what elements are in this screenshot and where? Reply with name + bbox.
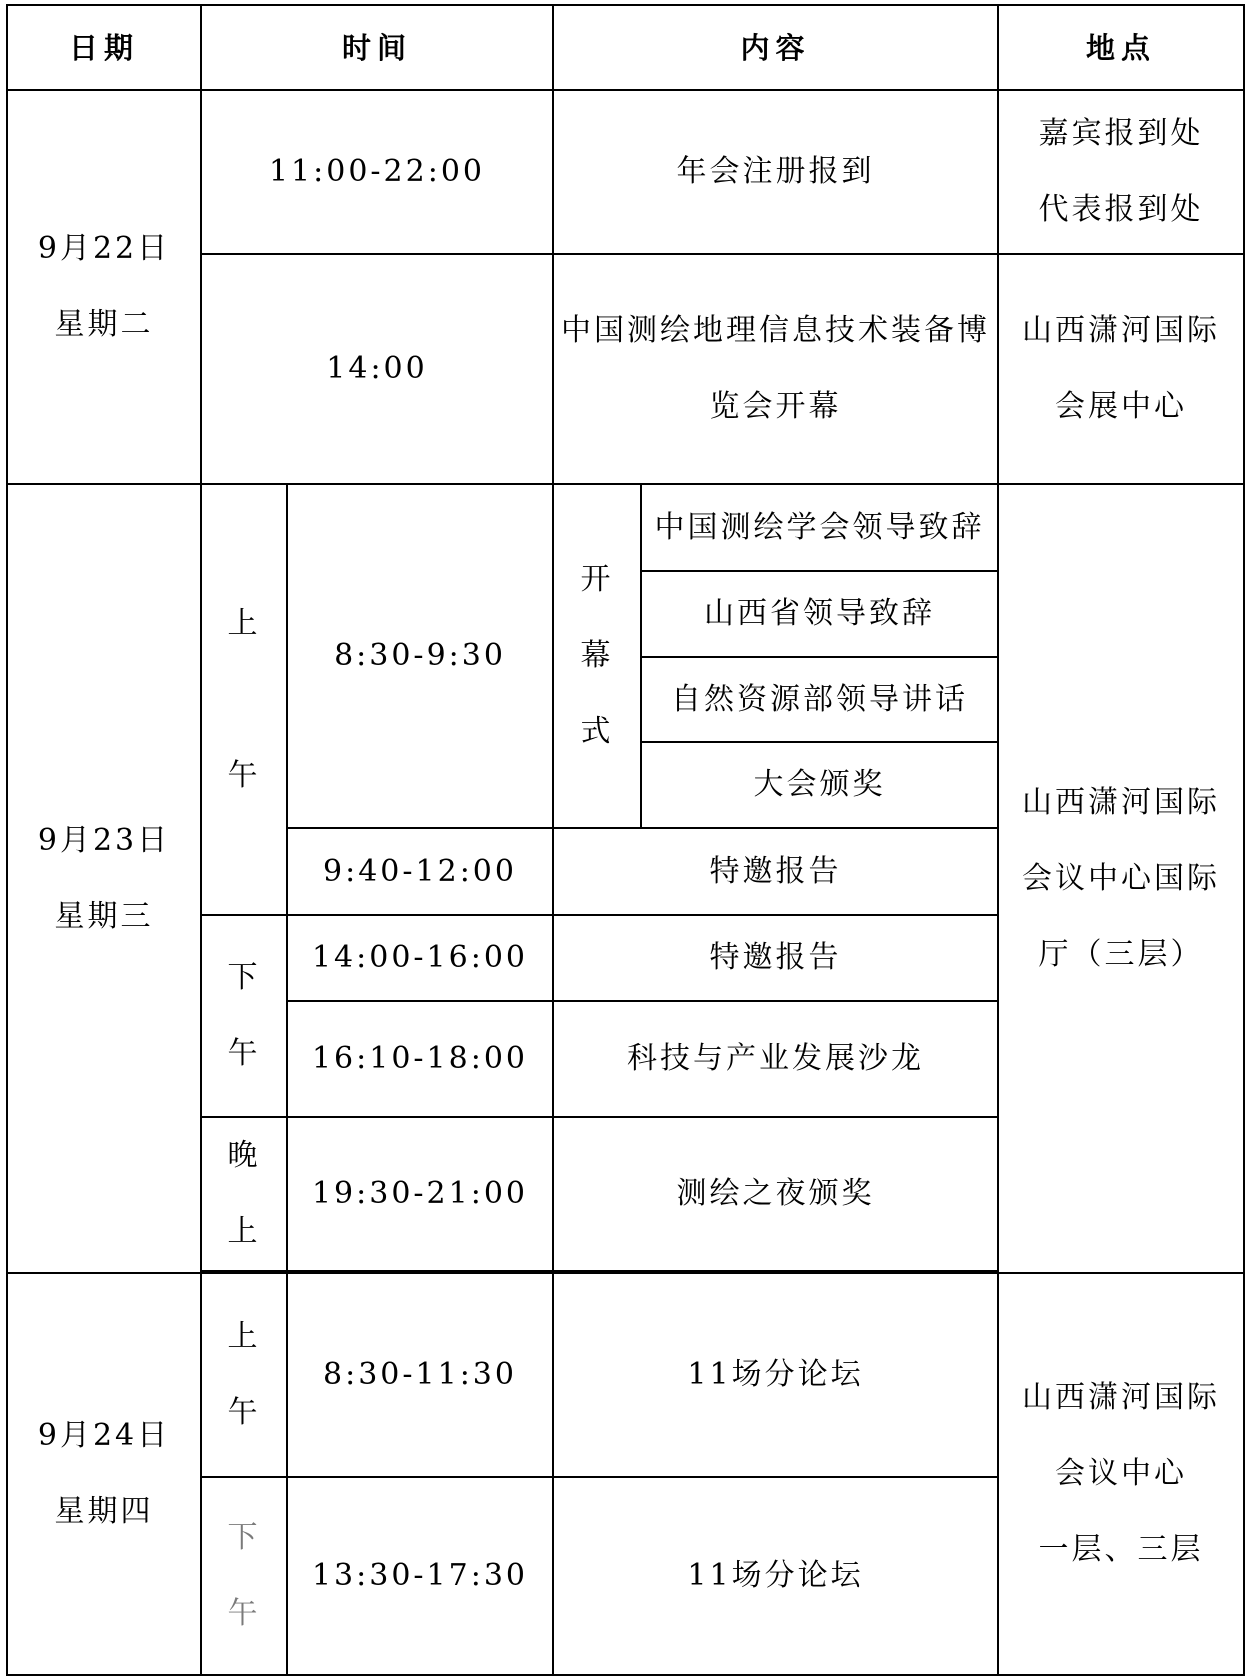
day2-row-time: 16:10-18:00: [287, 1001, 553, 1117]
day2-date-cell: [7, 484, 201, 1273]
table-row: [7, 484, 1244, 571]
location-line: 山西潇河国际: [1022, 313, 1220, 348]
day2-row-time: 19:30-21:00: [287, 1117, 553, 1271]
opening-item: 山西省领导致辞: [641, 571, 998, 657]
opening-char: 幕: [580, 638, 614, 673]
day2-morning-label: [201, 484, 287, 915]
day2-row-content: 测绘之夜颁奖: [553, 1117, 998, 1271]
day1-row2-location: [998, 254, 1244, 484]
period-char: 午: [227, 1395, 261, 1430]
day2-weekday: 星期三: [54, 898, 154, 934]
day2-opening-time: 8:30-9:30: [287, 484, 553, 828]
day2-evening-label: [201, 1117, 287, 1271]
day3-row-time: 8:30-11:30: [287, 1273, 553, 1477]
opening-char: 式: [580, 714, 614, 749]
period-char: 下: [227, 1520, 261, 1555]
header-content: 内容: [553, 5, 998, 90]
location-line: 会展中心: [1055, 389, 1187, 424]
opening-item: 中国测绘学会领导致辞: [641, 484, 998, 571]
day2-row-time: 14:00-16:00: [287, 915, 553, 1001]
opening-item: 大会颁奖: [641, 742, 998, 828]
day2-row-time: 9:40-12:00: [287, 828, 553, 915]
day3-row-time: 13:30-17:30: [287, 1477, 553, 1675]
day2-row-content: 科技与产业发展沙龙: [553, 1001, 998, 1117]
day2-afternoon-label: [201, 915, 287, 1117]
content-line: 中国测绘地理信息技术装备博: [561, 313, 990, 348]
day2-date: 9月23日: [37, 822, 171, 858]
day3-location: [998, 1273, 1244, 1675]
opening-ceremony-label: [553, 484, 641, 828]
location-line: 山西潇河国际: [1022, 1380, 1220, 1415]
day3-row-content: 11场分论坛: [553, 1477, 998, 1675]
day1-date: 9月22日: [37, 231, 171, 266]
location-line: 会议中心国际: [1022, 860, 1220, 896]
schedule-table: [6, 4, 1245, 1676]
day3-weekday: 星期四: [54, 1494, 154, 1529]
header-row: [7, 5, 1244, 90]
period-char: 上: [227, 1319, 261, 1354]
period-char: 午: [227, 757, 261, 793]
period-char: 晚: [227, 1138, 261, 1173]
day3-date: 9月24日: [37, 1418, 171, 1453]
day3-row-content: 11场分论坛: [553, 1273, 998, 1477]
day3-date-cell: [7, 1273, 201, 1675]
location-line: 代表报到处: [1038, 192, 1204, 227]
location-line: 厅（三层）: [1038, 936, 1204, 972]
day1-row1-location: [998, 90, 1244, 254]
opening-item: 自然资源部领导讲话: [641, 657, 998, 742]
period-char: 上: [227, 605, 261, 641]
location-line: 嘉宾报到处: [1038, 116, 1204, 151]
content-line: 览会开幕: [709, 389, 842, 424]
opening-char: 开: [580, 562, 614, 597]
day1-row2-content: [553, 254, 998, 484]
period-char: 午: [227, 1596, 261, 1631]
day1-row1-content: 年会注册报到: [553, 90, 998, 254]
period-char: 下: [227, 960, 261, 995]
header-time: 时间: [201, 5, 553, 90]
period-char: 上: [227, 1214, 261, 1249]
header-date: 日期: [7, 5, 201, 90]
location-line: 一层、三层: [1038, 1532, 1204, 1567]
period-char: 午: [227, 1036, 261, 1071]
table-row: [7, 1273, 1244, 1477]
day1-weekday: 星期二: [54, 307, 154, 342]
day3-morning-label: [201, 1273, 287, 1477]
day1-row1-time: 11:00-22:00: [201, 90, 553, 254]
location-line: 会议中心: [1055, 1456, 1187, 1491]
day1-row2-time: 14:00: [201, 254, 553, 484]
day2-row-content: 特邀报告: [553, 915, 998, 1001]
day3-afternoon-label: [201, 1477, 287, 1675]
header-location: 地点: [998, 5, 1244, 90]
location-line: 山西潇河国际: [1022, 784, 1220, 820]
day2-row-content: 特邀报告: [553, 828, 998, 915]
day1-date-cell: [7, 90, 201, 484]
day2-location: [998, 484, 1244, 1273]
table-row: [7, 90, 1244, 254]
